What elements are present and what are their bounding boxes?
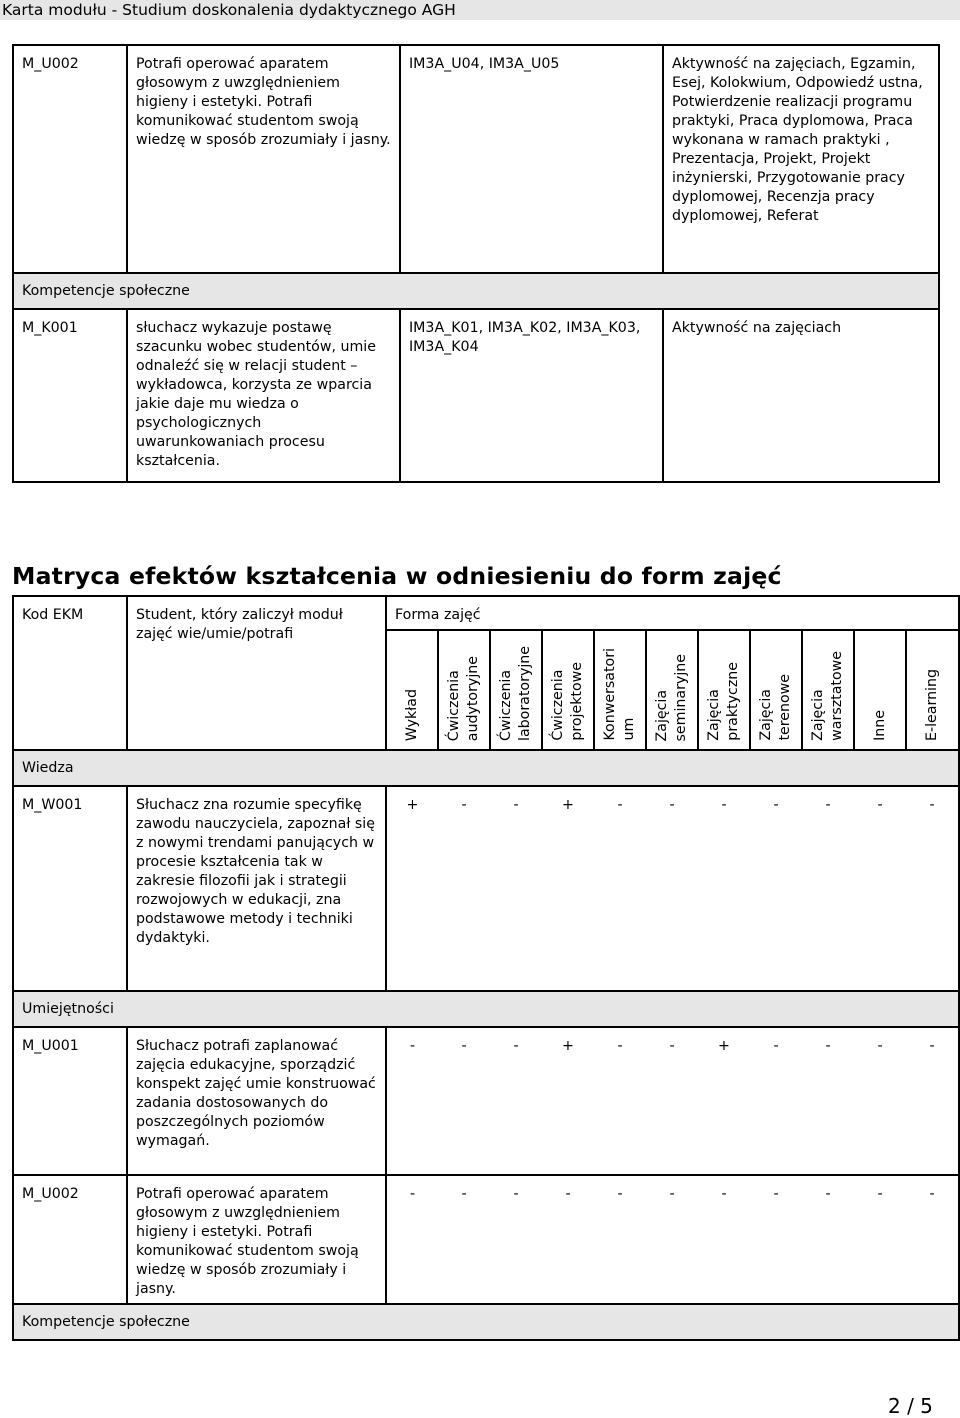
effects-table (12, 44, 940, 483)
form-header (646, 630, 698, 750)
form-mark: - (386, 1027, 438, 1175)
form-mark: - (698, 786, 750, 991)
table-row (13, 1027, 959, 1175)
effect-description: Słuchacz potrafi zaplanować zajęcia edukacyjne, sporządzić konspekt zajęć umie konstruować zadania dostosowanych do poszczególnych poziomów wymagań. (127, 1027, 386, 1175)
effect-methods: Aktywność na zajęciach (663, 309, 939, 482)
form-header (490, 630, 542, 750)
form-mark: - (490, 786, 542, 991)
form-mark: - (906, 1027, 959, 1175)
matrix-title: Matryca efektów kształcenia w odniesieniu do form zajęć (12, 562, 782, 590)
form-mark: - (438, 1175, 490, 1304)
section-row (13, 1304, 959, 1340)
form-header (438, 630, 490, 750)
form-mark: - (386, 1175, 438, 1304)
form-mark: - (750, 1175, 802, 1304)
form-header-label: Zajęcia terenowe (758, 674, 793, 741)
form-header-label: Inne (871, 710, 888, 741)
form-mark: - (854, 1175, 906, 1304)
table-row (13, 45, 939, 273)
form-mark: - (646, 1027, 698, 1175)
form-mark: - (906, 786, 959, 991)
form-mark: - (854, 1027, 906, 1175)
matrix-header-row (13, 596, 959, 630)
section-label-social: Kompetencje społeczne (13, 1304, 959, 1340)
effect-description: Potrafi operować aparatem głosowym z uwzględnieniem higieny i estetyki. Potrafi komunikować studentom swoją wiedzę w sposób zrozumiały i jasny. (127, 45, 400, 273)
section-row (13, 273, 939, 309)
form-header (750, 630, 802, 750)
form-mark: - (906, 1175, 959, 1304)
form-header-wrap (756, 674, 796, 741)
form-mark: - (750, 1027, 802, 1175)
form-header-label: Zajęcia praktyczne (706, 662, 741, 741)
table-row (13, 309, 939, 482)
form-mark: - (594, 1027, 646, 1175)
form-header-wrap (652, 654, 692, 741)
form-header (802, 630, 854, 750)
form-header-wrap (548, 662, 588, 741)
form-mark: - (750, 786, 802, 991)
form-header-label: Wykład (403, 688, 420, 741)
effect-code: M_U002 (13, 45, 127, 273)
form-mark: - (438, 1027, 490, 1175)
table-row (13, 1175, 959, 1304)
form-mark: + (542, 786, 594, 991)
form-header (854, 630, 906, 750)
effect-code: M_U001 (13, 1027, 127, 1175)
form-mark: - (646, 1175, 698, 1304)
section-row (13, 991, 959, 1027)
form-mark: - (542, 1175, 594, 1304)
form-header-label: Zajęcia warsztatowe (810, 651, 845, 741)
form-mark: - (854, 786, 906, 991)
form-header-label: Zajęcia seminaryjne (654, 653, 689, 741)
effect-code: M_U002 (13, 1175, 127, 1304)
effect-description: słuchacz wykazuje postawę szacunku wobec studentów, umie odnaleźć się w relacji student – wykładowca, korzysta ze wparcia jakie daje mu wiedza o psychologicznych uwarunkowaniach procesu kształcenia. (127, 309, 400, 482)
section-label-social: Kompetencje społeczne (13, 273, 939, 309)
form-mark: - (438, 786, 490, 991)
form-header (542, 630, 594, 750)
effect-code: M_K001 (13, 309, 127, 482)
form-header-label: Konwersatori um (602, 648, 637, 741)
page-number: 2 / 5 (888, 1394, 933, 1418)
table-row (13, 786, 959, 991)
form-header-label: Ćwiczenia laboratoryjne (498, 646, 533, 741)
header-student: Student, który zaliczył moduł zajęć wie/umie/potrafi (127, 596, 386, 750)
form-mark: - (594, 786, 646, 991)
form-header-label: Ćwiczenia projektowe (550, 662, 585, 741)
form-header-wrap (860, 710, 900, 741)
effect-links: IM3A_U04, IM3A_U05 (400, 45, 663, 273)
form-mark: + (698, 1027, 750, 1175)
form-mark: - (802, 786, 854, 991)
form-header-label: Ćwiczenia audytoryjne (446, 655, 481, 741)
form-mark: + (542, 1027, 594, 1175)
form-header-wrap (704, 662, 744, 741)
form-mark: - (802, 1175, 854, 1304)
form-mark: - (490, 1027, 542, 1175)
form-header-label: E-learning (924, 669, 941, 741)
form-header-wrap (444, 656, 484, 741)
form-mark: - (594, 1175, 646, 1304)
form-mark: - (646, 786, 698, 991)
form-header-wrap (913, 669, 953, 741)
effect-links: IM3A_K01, IM3A_K02, IM3A_K03, IM3A_K04 (400, 309, 663, 482)
form-header (594, 630, 646, 750)
form-header-wrap (392, 689, 432, 741)
form-mark: + (386, 786, 438, 991)
header-code: Kod EKM (13, 596, 127, 750)
section-label-skills: Umiejętności (13, 991, 959, 1027)
form-mark: - (698, 1175, 750, 1304)
effect-methods: Aktywność na zajęciach, Egzamin, Esej, Kolokwium, Odpowiedź ustna, Potwierdzenie realizacji programu praktyki, Praca dyplomowa, Praca wykonana w ramach praktyki , Prezentacja, Projekt, Projekt inżynierski, Przygotowanie pracy dyplomowej, Recenzja pracy dyplomowej, Referat (663, 45, 939, 273)
form-header-wrap (600, 648, 640, 741)
header-forms: Forma zajęć (386, 596, 959, 630)
document-header: Karta modułu - Studium doskonalenia dydaktycznego AGH (0, 0, 960, 20)
effect-description: Słuchacz zna rozumie specyfikę zawodu nauczyciela, zapoznał się z nowymi trendami panujących w procesie kształcenia tak w zakresie filozofii jak i strategii rozwojowych w edukacji, zna podstawowe metody i techniki dydaktyki. (127, 786, 386, 991)
matrix-table (12, 595, 960, 1341)
form-mark: - (802, 1027, 854, 1175)
form-header-wrap (496, 646, 536, 741)
form-header (386, 630, 438, 750)
form-header (906, 630, 959, 750)
effect-code: M_W001 (13, 786, 127, 991)
section-row (13, 750, 959, 786)
form-mark: - (490, 1175, 542, 1304)
form-header (698, 630, 750, 750)
form-header-wrap (808, 651, 848, 741)
section-label-knowledge: Wiedza (13, 750, 959, 786)
effect-description: Potrafi operować aparatem głosowym z uwzględnieniem higieny i estetyki. Potrafi komunikować studentom swoją wiedzę w sposób zrozumiały i jasny. (127, 1175, 386, 1304)
